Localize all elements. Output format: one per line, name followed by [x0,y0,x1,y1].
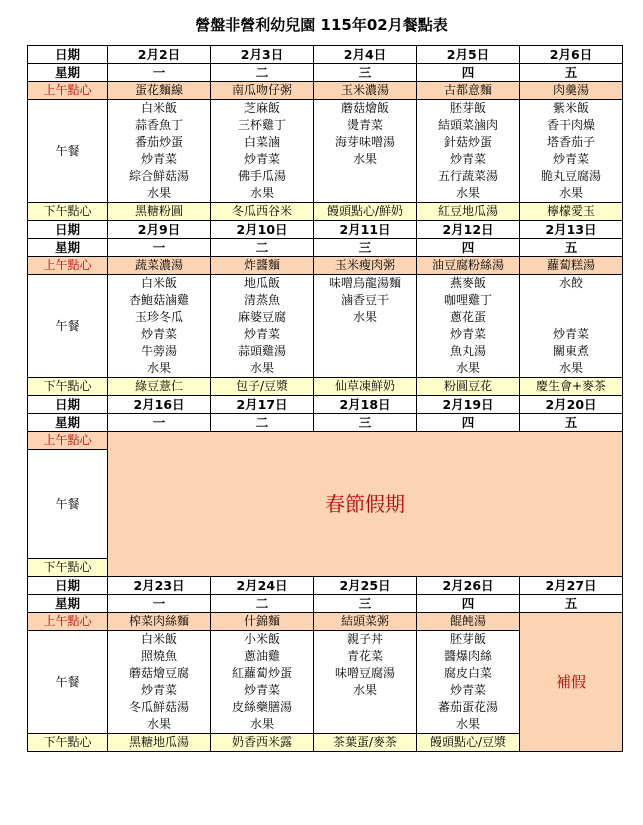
lunch-cell: 炒青菜 [520,326,623,343]
am-snack-cell: 油豆腐粉絲湯 [417,257,520,275]
lunch-cell: 皮絲藥膳湯 [211,699,314,716]
lunch-cell: 炒青菜 [417,682,520,699]
weekday-cell: 一 [108,414,211,432]
lunch-cell: 親子丼 [314,631,417,649]
weekday-row [28,64,623,82]
weekday-cell: 四 [417,239,520,257]
lunch-cell: 水果 [417,360,520,378]
lunch-cell [314,326,417,343]
date-cell: 2月19日 [417,396,520,414]
lunch-cell: 味噌豆腐湯 [314,665,417,682]
am-snack-row [28,432,623,450]
lunch-cell [520,309,623,326]
weekday-cell: 一 [108,64,211,82]
pm-snack-cell: 奶香西米露 [211,734,314,752]
lunch-cell: 塔香茄子 [520,134,623,151]
am-snack-cell: 玉米濃湯 [314,82,417,100]
lunch-cell [314,185,417,203]
lunch-cell: 小米飯 [211,631,314,649]
am-snack-cell: 什錦麵 [211,613,314,631]
date-cell: 2月6日 [520,46,623,64]
lunch-cell: 白米飯 [108,631,211,649]
lunch-cell: 白米飯 [108,100,211,118]
lunch-cell: 水果 [417,716,520,734]
weekday-cell: 二 [211,64,314,82]
lunch-cell: 炒青菜 [211,326,314,343]
lunch-row [28,151,623,168]
am-snack-label: 上午點心 [28,613,108,631]
lunch-cell: 綜合鮮菇湯 [108,168,211,185]
date-cell: 2月4日 [314,46,417,64]
am-snack-label: 上午點心 [28,432,108,450]
date-row [28,577,623,595]
lunch-cell: 水果 [211,716,314,734]
lunch-cell: 燙青菜 [314,117,417,134]
lunch-cell [520,292,623,309]
lunch-cell: 水果 [417,185,520,203]
lunch-cell: 香干肉燥 [520,117,623,134]
lunch-cell: 牛蒡湯 [108,343,211,360]
lunch-cell: 水果 [314,682,417,699]
lunch-cell: 清蒸魚 [211,292,314,309]
lunch-cell: 針菇炒蛋 [417,134,520,151]
lunch-row [28,100,623,118]
date-cell: 2月12日 [417,221,520,239]
weekday-cell: 二 [211,239,314,257]
pm-snack-row [28,203,623,221]
weekday-label: 星期 [28,239,108,257]
lunch-cell: 蒜香魚丁 [108,117,211,134]
lunch-cell: 滷香豆干 [314,292,417,309]
lunch-cell: 蔥花蛋 [417,309,520,326]
lunch-cell: 炒青菜 [108,682,211,699]
lunch-cell: 魚丸湯 [417,343,520,360]
lunch-row [28,185,623,203]
lunch-cell: 脆丸豆腐湯 [520,168,623,185]
lunch-cell: 海芽味噌湯 [314,134,417,151]
holiday-cell: 春節假期 [108,432,623,577]
lunch-cell: 醬爆肉絲 [417,648,520,665]
am-snack-label: 上午點心 [28,257,108,275]
lunch-cell: 白菜滷 [211,134,314,151]
date-cell: 2月23日 [108,577,211,595]
lunch-cell: 紫米飯 [520,100,623,118]
lunch-row [28,292,623,309]
lunch-cell: 炒青菜 [417,151,520,168]
lunch-cell: 炒青菜 [108,326,211,343]
date-cell: 2月26日 [417,577,520,595]
lunch-row [28,360,623,378]
date-cell: 2月20日 [520,396,623,414]
pm-snack-cell: 慶生會+麥茶 [520,378,623,396]
pm-snack-cell: 包子/豆漿 [211,378,314,396]
lunch-cell: 炒青菜 [108,151,211,168]
date-label: 日期 [28,577,108,595]
lunch-cell [314,716,417,734]
am-snack-row [28,82,623,100]
date-cell: 2月11日 [314,221,417,239]
lunch-cell: 麻婆豆腐 [211,309,314,326]
lunch-label: 午餐 [28,275,108,378]
weekday-cell: 一 [108,239,211,257]
am-snack-cell: 古都意麵 [417,82,520,100]
date-row [28,46,623,64]
pm-snack-label: 下午點心 [28,203,108,221]
date-cell: 2月13日 [520,221,623,239]
weekday-label: 星期 [28,414,108,432]
lunch-cell: 水果 [314,309,417,326]
am-snack-row [28,257,623,275]
am-snack-label: 上午點心 [28,82,108,100]
lunch-cell: 冬瓜鮮菇湯 [108,699,211,716]
lunch-cell: 蕃茄蛋花湯 [417,699,520,716]
makeup-cell: 補假 [520,613,623,752]
am-snack-cell: 榨菜肉絲麵 [108,613,211,631]
pm-snack-label: 下午點心 [28,378,108,396]
am-snack-cell: 玉米瘦肉粥 [314,257,417,275]
am-snack-cell: 餛飩湯 [417,613,520,631]
pm-snack-cell: 黑糖粉圓 [108,203,211,221]
am-snack-cell: 炸醬麵 [211,257,314,275]
weekday-cell: 一 [108,595,211,613]
date-row [28,221,623,239]
lunch-cell: 水果 [108,185,211,203]
lunch-cell [314,699,417,716]
lunch-cell: 番茄炒蛋 [108,134,211,151]
lunch-cell: 炒青菜 [520,151,623,168]
weekday-cell: 四 [417,414,520,432]
lunch-cell: 水果 [520,185,623,203]
lunch-cell: 照燒魚 [108,648,211,665]
lunch-cell: 玉珍冬瓜 [108,309,211,326]
lunch-cell: 關東煮 [520,343,623,360]
pm-snack-label: 下午點心 [28,734,108,752]
lunch-row [28,343,623,360]
weekday-cell: 三 [314,64,417,82]
date-label: 日期 [28,221,108,239]
lunch-cell: 水果 [314,151,417,168]
date-cell: 2月3日 [211,46,314,64]
lunch-cell: 紅蘿蔔炒蛋 [211,665,314,682]
pm-snack-cell: 饅頭點心/鮮奶 [314,203,417,221]
pm-snack-label: 下午點心 [28,559,108,577]
page-title: 營盤非營利幼兒園 115年02月餐點表 [195,16,448,34]
date-cell: 2月27日 [520,577,623,595]
pm-snack-cell: 茶葉蛋/麥茶 [314,734,417,752]
lunch-row [28,134,623,151]
lunch-cell: 炒青菜 [211,682,314,699]
lunch-cell: 三杯雞丁 [211,117,314,134]
weekday-cell: 二 [211,595,314,613]
am-snack-cell: 結頭菜粥 [314,613,417,631]
lunch-cell: 芝麻飯 [211,100,314,118]
am-snack-cell: 蔬菜濃湯 [108,257,211,275]
weekday-cell: 五 [520,239,623,257]
lunch-cell: 水果 [108,360,211,378]
pm-snack-cell: 綠豆薏仁 [108,378,211,396]
date-cell: 2月18日 [314,396,417,414]
lunch-cell: 杏鮑菇滷雞 [108,292,211,309]
lunch-cell [314,343,417,360]
lunch-cell: 炒青菜 [417,326,520,343]
weekday-row [28,239,623,257]
date-row [28,396,623,414]
pm-snack-cell: 粉圓豆花 [417,378,520,396]
lunch-label: 午餐 [28,100,108,203]
weekday-label: 星期 [28,64,108,82]
lunch-row [28,309,623,326]
lunch-cell: 佛手瓜湯 [211,168,314,185]
lunch-cell: 炒青菜 [211,151,314,168]
pm-snack-cell: 饅頭點心/豆漿 [417,734,520,752]
weekday-row [28,414,623,432]
am-snack-cell: 肉羹湯 [520,82,623,100]
date-cell: 2月5日 [417,46,520,64]
date-cell: 2月25日 [314,577,417,595]
weekday-cell: 二 [211,414,314,432]
lunch-cell: 胚芽飯 [417,631,520,649]
lunch-cell: 地瓜飯 [211,275,314,293]
am-snack-cell: 南瓜吻仔粥 [211,82,314,100]
weekday-cell: 五 [520,414,623,432]
pm-snack-cell: 冬瓜西谷米 [211,203,314,221]
date-cell: 2月9日 [108,221,211,239]
lunch-cell: 蘑菇燴豆腐 [108,665,211,682]
date-label: 日期 [28,46,108,64]
date-cell: 2月17日 [211,396,314,414]
lunch-cell: 蔥油雞 [211,648,314,665]
meal-table [27,45,623,752]
pm-snack-cell: 仙草凍鮮奶 [314,378,417,396]
lunch-cell: 燕麥飯 [417,275,520,293]
lunch-cell: 水果 [108,716,211,734]
lunch-row [28,275,623,293]
weekday-cell: 三 [314,414,417,432]
weekday-cell: 三 [314,239,417,257]
date-cell: 2月24日 [211,577,314,595]
lunch-cell: 味噌烏龍湯麵 [314,275,417,293]
lunch-cell: 蒜頭雞湯 [211,343,314,360]
lunch-cell: 水果 [211,360,314,378]
lunch-cell: 水餃 [520,275,623,293]
weekday-cell: 四 [417,595,520,613]
lunch-row [28,168,623,185]
weekday-cell: 四 [417,64,520,82]
weekday-cell: 五 [520,595,623,613]
lunch-cell [314,360,417,378]
date-cell: 2月16日 [108,396,211,414]
lunch-cell: 水果 [520,360,623,378]
lunch-row [28,117,623,134]
date-cell: 2月10日 [211,221,314,239]
weekday-row [28,595,623,613]
weekday-cell: 五 [520,64,623,82]
lunch-cell: 結頭菜滷肉 [417,117,520,134]
date-cell: 2月2日 [108,46,211,64]
lunch-cell: 青花菜 [314,648,417,665]
lunch-cell: 白米飯 [108,275,211,293]
lunch-cell: 五行蔬菜湯 [417,168,520,185]
pm-snack-row [28,378,623,396]
lunch-cell [314,168,417,185]
weekday-label: 星期 [28,595,108,613]
pm-snack-cell: 紅豆地瓜湯 [417,203,520,221]
am-snack-cell: 蛋花麵線 [108,82,211,100]
pm-snack-cell: 黑糖地瓜湯 [108,734,211,752]
pm-snack-cell: 檸檬愛玉 [520,203,623,221]
lunch-cell: 水果 [211,185,314,203]
lunch-cell: 咖哩雞丁 [417,292,520,309]
lunch-label: 午餐 [28,450,108,559]
lunch-cell: 胚芽飯 [417,100,520,118]
lunch-row [28,326,623,343]
am-snack-cell: 蘿蔔糕湯 [520,257,623,275]
lunch-cell: 腐皮白菜 [417,665,520,682]
lunch-label: 午餐 [28,631,108,734]
lunch-cell: 蘑菇燴飯 [314,100,417,118]
date-label: 日期 [28,396,108,414]
weekday-cell: 三 [314,595,417,613]
am-snack-row [28,613,623,631]
